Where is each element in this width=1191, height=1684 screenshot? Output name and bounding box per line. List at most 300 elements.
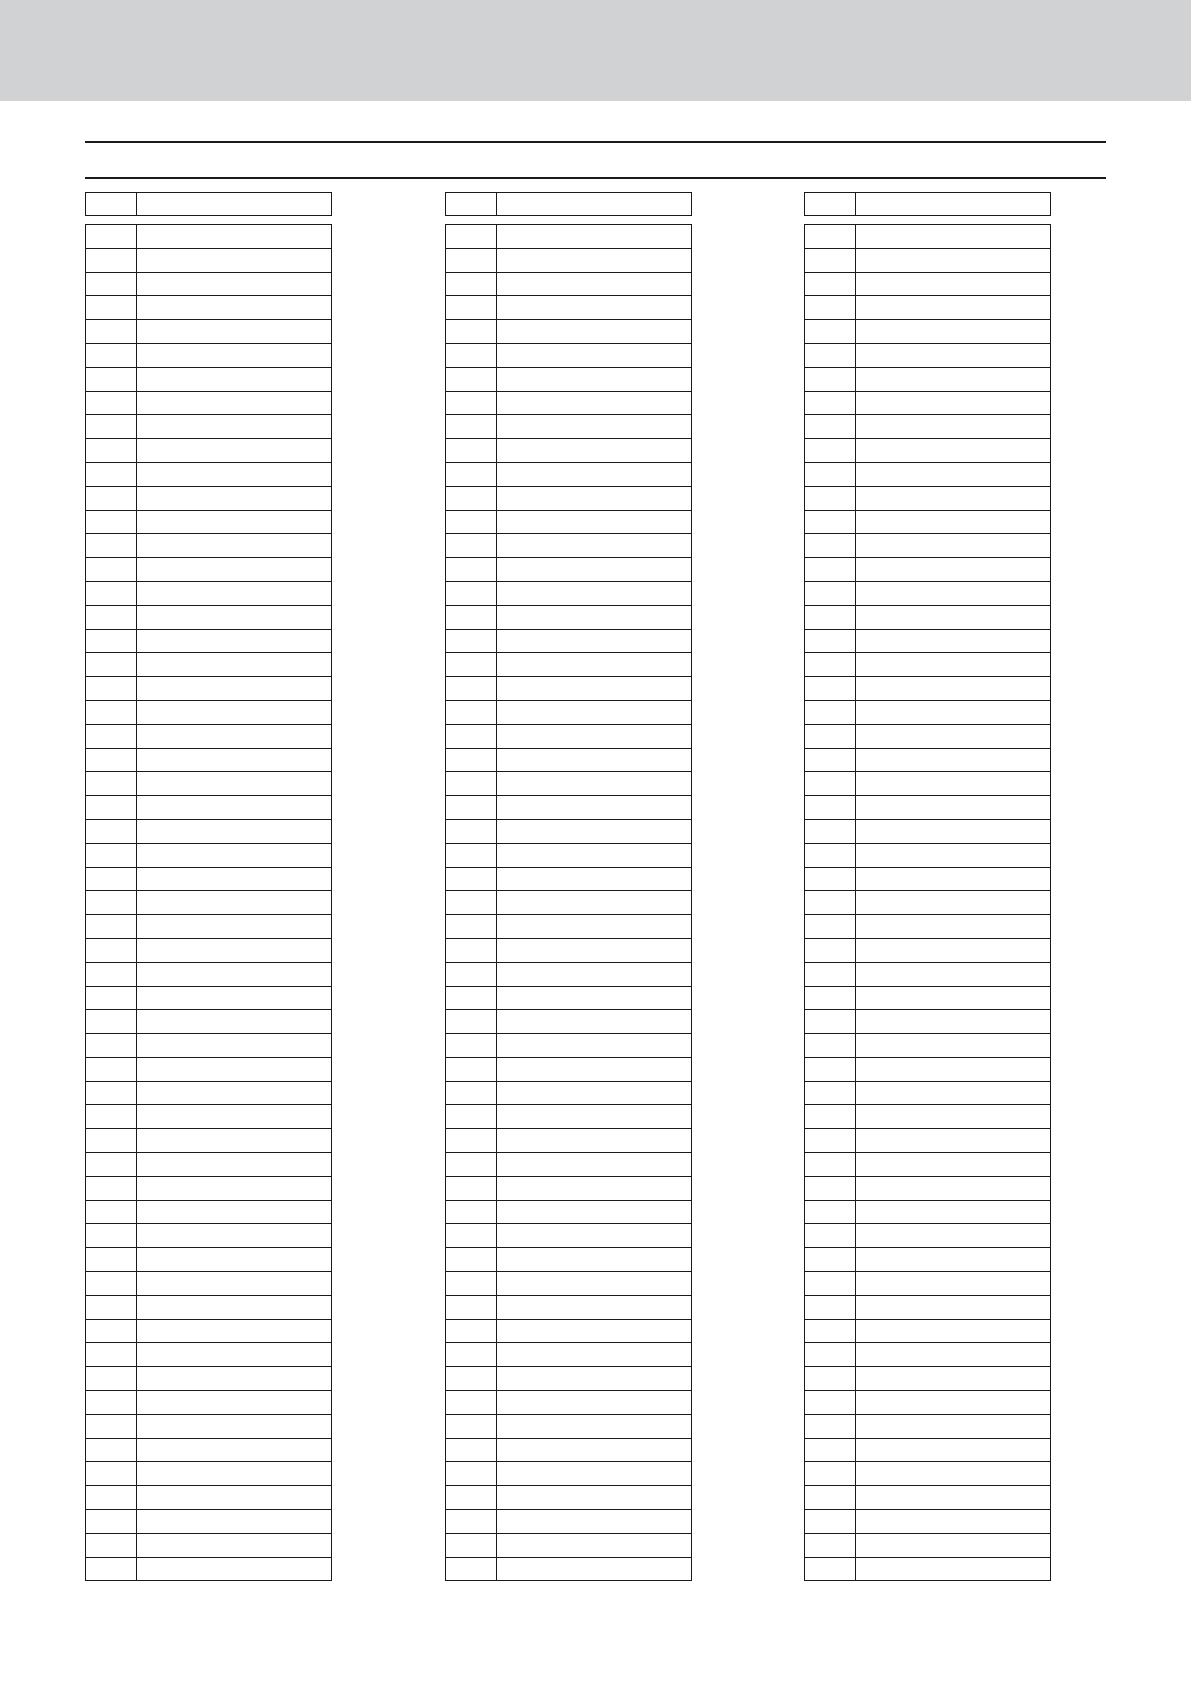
entry-cell[interactable] [856, 1176, 1051, 1200]
entry-cell[interactable] [856, 796, 1051, 820]
number-cell[interactable] [805, 272, 856, 296]
entry-cell[interactable] [497, 677, 692, 701]
number-cell[interactable] [86, 1557, 137, 1581]
entry-cell[interactable] [497, 343, 692, 367]
number-cell[interactable] [446, 891, 497, 915]
entry-cell[interactable] [497, 629, 692, 653]
entry-cell[interactable] [856, 343, 1051, 367]
entry-cell[interactable] [497, 296, 692, 320]
entry-cell[interactable] [497, 1200, 692, 1224]
entry-cell[interactable] [856, 248, 1051, 272]
entry-cell[interactable] [137, 462, 332, 486]
number-cell[interactable] [446, 367, 497, 391]
entry-cell[interactable] [856, 1557, 1051, 1581]
entry-cell[interactable] [856, 891, 1051, 915]
number-cell[interactable] [805, 1057, 856, 1081]
entry-cell[interactable] [137, 248, 332, 272]
entry-cell[interactable] [497, 534, 692, 558]
entry-cell[interactable] [137, 1486, 332, 1510]
entry-cell[interactable] [137, 1010, 332, 1034]
entry-cell[interactable] [856, 1105, 1051, 1129]
entry-cell[interactable] [497, 415, 692, 439]
number-cell[interactable] [805, 819, 856, 843]
entry-cell[interactable] [137, 439, 332, 463]
entry-cell[interactable] [137, 1200, 332, 1224]
number-cell[interactable] [805, 938, 856, 962]
entry-cell[interactable] [856, 1391, 1051, 1415]
number-cell[interactable] [446, 1010, 497, 1034]
number-cell[interactable] [446, 1081, 497, 1105]
number-cell[interactable] [86, 1200, 137, 1224]
number-cell[interactable] [805, 962, 856, 986]
number-cell[interactable] [446, 796, 497, 820]
entry-cell[interactable] [137, 343, 332, 367]
entry-cell[interactable] [137, 1129, 332, 1153]
number-cell[interactable] [805, 1486, 856, 1510]
number-cell[interactable] [446, 605, 497, 629]
entry-cell[interactable] [137, 819, 332, 843]
number-cell[interactable] [805, 1153, 856, 1177]
number-cell[interactable] [805, 605, 856, 629]
number-cell[interactable] [446, 462, 497, 486]
number-cell[interactable] [805, 748, 856, 772]
number-cell[interactable] [805, 1010, 856, 1034]
number-cell[interactable] [805, 1414, 856, 1438]
entry-cell[interactable] [856, 1438, 1051, 1462]
number-cell[interactable] [446, 867, 497, 891]
entry-cell[interactable] [856, 272, 1051, 296]
entry-cell[interactable] [497, 1510, 692, 1534]
entry-cell[interactable] [137, 700, 332, 724]
number-cell[interactable] [446, 1343, 497, 1367]
number-cell[interactable] [805, 915, 856, 939]
entry-cell[interactable] [137, 915, 332, 939]
number-cell[interactable] [86, 1533, 137, 1557]
number-cell[interactable] [805, 1319, 856, 1343]
entry-cell[interactable] [856, 605, 1051, 629]
number-cell[interactable] [86, 558, 137, 582]
number-cell[interactable] [86, 1010, 137, 1034]
number-cell[interactable] [446, 1319, 497, 1343]
entry-cell[interactable] [137, 962, 332, 986]
entry-cell[interactable] [137, 367, 332, 391]
number-cell[interactable] [446, 843, 497, 867]
number-cell[interactable] [86, 1176, 137, 1200]
entry-cell[interactable] [497, 1176, 692, 1200]
number-cell[interactable] [805, 510, 856, 534]
number-cell[interactable] [86, 843, 137, 867]
number-cell[interactable] [446, 1486, 497, 1510]
number-cell[interactable] [86, 796, 137, 820]
entry-cell[interactable] [856, 1486, 1051, 1510]
number-cell[interactable] [446, 1200, 497, 1224]
entry-cell[interactable] [856, 653, 1051, 677]
number-cell[interactable] [446, 510, 497, 534]
number-cell[interactable] [805, 1105, 856, 1129]
number-cell[interactable] [805, 296, 856, 320]
entry-cell[interactable] [137, 225, 332, 249]
header-entry-cell[interactable] [856, 193, 1051, 216]
entry-cell[interactable] [856, 367, 1051, 391]
entry-cell[interactable] [856, 1224, 1051, 1248]
number-cell[interactable] [86, 248, 137, 272]
entry-cell[interactable] [856, 225, 1051, 249]
number-cell[interactable] [805, 1081, 856, 1105]
number-cell[interactable] [805, 1367, 856, 1391]
entry-cell[interactable] [137, 1105, 332, 1129]
number-cell[interactable] [805, 558, 856, 582]
number-cell[interactable] [446, 1367, 497, 1391]
number-cell[interactable] [805, 796, 856, 820]
number-cell[interactable] [805, 772, 856, 796]
entry-cell[interactable] [137, 1224, 332, 1248]
entry-cell[interactable] [856, 677, 1051, 701]
number-cell[interactable] [86, 1153, 137, 1177]
entry-cell[interactable] [856, 486, 1051, 510]
entry-cell[interactable] [497, 1462, 692, 1486]
entry-cell[interactable] [497, 581, 692, 605]
entry-cell[interactable] [137, 272, 332, 296]
number-cell[interactable] [446, 534, 497, 558]
number-cell[interactable] [805, 1224, 856, 1248]
number-cell[interactable] [446, 581, 497, 605]
entry-cell[interactable] [856, 462, 1051, 486]
entry-cell[interactable] [497, 1129, 692, 1153]
number-cell[interactable] [86, 1295, 137, 1319]
entry-cell[interactable] [137, 1343, 332, 1367]
entry-cell[interactable] [856, 1367, 1051, 1391]
entry-cell[interactable] [497, 367, 692, 391]
entry-cell[interactable] [137, 1081, 332, 1105]
number-cell[interactable] [805, 1129, 856, 1153]
entry-cell[interactable] [856, 1462, 1051, 1486]
entry-cell[interactable] [497, 724, 692, 748]
entry-cell[interactable] [137, 1034, 332, 1058]
number-cell[interactable] [446, 1224, 497, 1248]
number-cell[interactable] [86, 1129, 137, 1153]
entry-cell[interactable] [137, 1248, 332, 1272]
entry-cell[interactable] [137, 391, 332, 415]
entry-cell[interactable] [497, 1295, 692, 1319]
entry-cell[interactable] [497, 605, 692, 629]
number-cell[interactable] [86, 724, 137, 748]
entry-cell[interactable] [497, 1438, 692, 1462]
number-cell[interactable] [446, 1391, 497, 1415]
number-cell[interactable] [86, 1414, 137, 1438]
entry-cell[interactable] [137, 867, 332, 891]
entry-cell[interactable] [137, 558, 332, 582]
entry-cell[interactable] [497, 486, 692, 510]
entry-cell[interactable] [497, 700, 692, 724]
number-cell[interactable] [805, 1248, 856, 1272]
number-cell[interactable] [86, 1367, 137, 1391]
number-cell[interactable] [86, 938, 137, 962]
entry-cell[interactable] [137, 1391, 332, 1415]
number-cell[interactable] [86, 320, 137, 344]
number-cell[interactable] [446, 1557, 497, 1581]
entry-cell[interactable] [856, 724, 1051, 748]
entry-cell[interactable] [856, 1153, 1051, 1177]
entry-cell[interactable] [497, 915, 692, 939]
entry-cell[interactable] [856, 772, 1051, 796]
entry-cell[interactable] [856, 510, 1051, 534]
entry-cell[interactable] [137, 724, 332, 748]
entry-cell[interactable] [856, 1272, 1051, 1296]
number-cell[interactable] [86, 700, 137, 724]
number-cell[interactable] [86, 581, 137, 605]
entry-cell[interactable] [137, 581, 332, 605]
entry-cell[interactable] [497, 1105, 692, 1129]
entry-cell[interactable] [137, 296, 332, 320]
entry-cell[interactable] [137, 891, 332, 915]
entry-cell[interactable] [856, 1200, 1051, 1224]
number-cell[interactable] [805, 1272, 856, 1296]
number-cell[interactable] [446, 1034, 497, 1058]
number-cell[interactable] [805, 891, 856, 915]
header-number-cell[interactable] [446, 193, 497, 216]
number-cell[interactable] [86, 486, 137, 510]
entry-cell[interactable] [856, 534, 1051, 558]
entry-cell[interactable] [497, 772, 692, 796]
number-cell[interactable] [86, 439, 137, 463]
header-number-cell[interactable] [86, 193, 137, 216]
entry-cell[interactable] [137, 415, 332, 439]
header-entry-cell[interactable] [137, 193, 332, 216]
number-cell[interactable] [805, 1391, 856, 1415]
number-cell[interactable] [86, 1057, 137, 1081]
number-cell[interactable] [446, 629, 497, 653]
entry-cell[interactable] [497, 1248, 692, 1272]
number-cell[interactable] [86, 748, 137, 772]
number-cell[interactable] [446, 819, 497, 843]
number-cell[interactable] [86, 272, 137, 296]
entry-cell[interactable] [497, 1224, 692, 1248]
number-cell[interactable] [86, 1272, 137, 1296]
entry-cell[interactable] [856, 558, 1051, 582]
number-cell[interactable] [86, 1034, 137, 1058]
number-cell[interactable] [446, 700, 497, 724]
number-cell[interactable] [446, 915, 497, 939]
number-cell[interactable] [446, 225, 497, 249]
entry-cell[interactable] [137, 843, 332, 867]
number-cell[interactable] [805, 248, 856, 272]
entry-cell[interactable] [137, 653, 332, 677]
entry-cell[interactable] [856, 1248, 1051, 1272]
entry-cell[interactable] [497, 391, 692, 415]
entry-cell[interactable] [856, 415, 1051, 439]
number-cell[interactable] [805, 724, 856, 748]
entry-cell[interactable] [497, 510, 692, 534]
number-cell[interactable] [805, 320, 856, 344]
number-cell[interactable] [805, 415, 856, 439]
number-cell[interactable] [805, 581, 856, 605]
entry-cell[interactable] [137, 1557, 332, 1581]
number-cell[interactable] [86, 1438, 137, 1462]
number-cell[interactable] [805, 367, 856, 391]
number-cell[interactable] [86, 510, 137, 534]
number-cell[interactable] [446, 986, 497, 1010]
entry-cell[interactable] [856, 1343, 1051, 1367]
number-cell[interactable] [446, 772, 497, 796]
entry-cell[interactable] [497, 1533, 692, 1557]
number-cell[interactable] [86, 1319, 137, 1343]
entry-cell[interactable] [497, 225, 692, 249]
number-cell[interactable] [86, 677, 137, 701]
number-cell[interactable] [446, 653, 497, 677]
entry-cell[interactable] [497, 1081, 692, 1105]
entry-cell[interactable] [137, 1462, 332, 1486]
entry-cell[interactable] [497, 558, 692, 582]
number-cell[interactable] [446, 343, 497, 367]
entry-cell[interactable] [137, 605, 332, 629]
entry-cell[interactable] [137, 677, 332, 701]
number-cell[interactable] [805, 1343, 856, 1367]
number-cell[interactable] [86, 867, 137, 891]
entry-cell[interactable] [497, 320, 692, 344]
entry-cell[interactable] [856, 1010, 1051, 1034]
entry-cell[interactable] [497, 796, 692, 820]
number-cell[interactable] [446, 1272, 497, 1296]
number-cell[interactable] [805, 700, 856, 724]
number-cell[interactable] [446, 320, 497, 344]
number-cell[interactable] [446, 415, 497, 439]
entry-cell[interactable] [497, 748, 692, 772]
number-cell[interactable] [805, 534, 856, 558]
number-cell[interactable] [86, 915, 137, 939]
number-cell[interactable] [86, 415, 137, 439]
entry-cell[interactable] [497, 1367, 692, 1391]
entry-cell[interactable] [497, 891, 692, 915]
number-cell[interactable] [446, 1462, 497, 1486]
number-cell[interactable] [446, 248, 497, 272]
number-cell[interactable] [446, 439, 497, 463]
entry-cell[interactable] [856, 1057, 1051, 1081]
entry-cell[interactable] [856, 1533, 1051, 1557]
number-cell[interactable] [446, 486, 497, 510]
number-cell[interactable] [805, 629, 856, 653]
entry-cell[interactable] [137, 1176, 332, 1200]
entry-cell[interactable] [497, 462, 692, 486]
entry-cell[interactable] [497, 653, 692, 677]
entry-cell[interactable] [137, 1438, 332, 1462]
entry-cell[interactable] [856, 843, 1051, 867]
number-cell[interactable] [86, 343, 137, 367]
number-cell[interactable] [446, 938, 497, 962]
entry-cell[interactable] [856, 1510, 1051, 1534]
number-cell[interactable] [446, 677, 497, 701]
entry-cell[interactable] [137, 486, 332, 510]
number-cell[interactable] [446, 1248, 497, 1272]
number-cell[interactable] [86, 819, 137, 843]
number-cell[interactable] [86, 629, 137, 653]
number-cell[interactable] [805, 1200, 856, 1224]
number-cell[interactable] [805, 986, 856, 1010]
entry-cell[interactable] [497, 1153, 692, 1177]
entry-cell[interactable] [856, 819, 1051, 843]
number-cell[interactable] [805, 1462, 856, 1486]
entry-cell[interactable] [497, 1272, 692, 1296]
entry-cell[interactable] [497, 962, 692, 986]
number-cell[interactable] [86, 1343, 137, 1367]
header-entry-cell[interactable] [497, 193, 692, 216]
entry-cell[interactable] [137, 320, 332, 344]
entry-cell[interactable] [137, 1319, 332, 1343]
number-cell[interactable] [446, 1533, 497, 1557]
number-cell[interactable] [446, 558, 497, 582]
number-cell[interactable] [86, 1081, 137, 1105]
entry-cell[interactable] [856, 391, 1051, 415]
number-cell[interactable] [805, 439, 856, 463]
number-cell[interactable] [805, 1533, 856, 1557]
number-cell[interactable] [446, 1057, 497, 1081]
number-cell[interactable] [805, 677, 856, 701]
number-cell[interactable] [805, 1438, 856, 1462]
entry-cell[interactable] [497, 1486, 692, 1510]
entry-cell[interactable] [137, 510, 332, 534]
number-cell[interactable] [446, 1105, 497, 1129]
number-cell[interactable] [86, 986, 137, 1010]
entry-cell[interactable] [137, 772, 332, 796]
number-cell[interactable] [86, 605, 137, 629]
entry-cell[interactable] [856, 320, 1051, 344]
entry-cell[interactable] [497, 439, 692, 463]
entry-cell[interactable] [856, 1295, 1051, 1319]
entry-cell[interactable] [137, 1295, 332, 1319]
entry-cell[interactable] [856, 439, 1051, 463]
entry-cell[interactable] [856, 938, 1051, 962]
number-cell[interactable] [805, 1510, 856, 1534]
entry-cell[interactable] [856, 915, 1051, 939]
entry-cell[interactable] [856, 748, 1051, 772]
entry-cell[interactable] [137, 938, 332, 962]
number-cell[interactable] [805, 1034, 856, 1058]
number-cell[interactable] [446, 272, 497, 296]
entry-cell[interactable] [137, 986, 332, 1010]
number-cell[interactable] [446, 391, 497, 415]
number-cell[interactable] [86, 1105, 137, 1129]
entry-cell[interactable] [856, 1414, 1051, 1438]
number-cell[interactable] [86, 653, 137, 677]
entry-cell[interactable] [137, 1414, 332, 1438]
entry-cell[interactable] [137, 534, 332, 558]
number-cell[interactable] [86, 962, 137, 986]
entry-cell[interactable] [137, 1057, 332, 1081]
entry-cell[interactable] [497, 843, 692, 867]
number-cell[interactable] [86, 891, 137, 915]
number-cell[interactable] [805, 343, 856, 367]
entry-cell[interactable] [137, 1367, 332, 1391]
number-cell[interactable] [86, 534, 137, 558]
entry-cell[interactable] [497, 1391, 692, 1415]
number-cell[interactable] [446, 1510, 497, 1534]
number-cell[interactable] [805, 1295, 856, 1319]
entry-cell[interactable] [856, 581, 1051, 605]
entry-cell[interactable] [137, 1510, 332, 1534]
entry-cell[interactable] [497, 867, 692, 891]
header-number-cell[interactable] [805, 193, 856, 216]
entry-cell[interactable] [497, 1414, 692, 1438]
entry-cell[interactable] [137, 1272, 332, 1296]
number-cell[interactable] [446, 962, 497, 986]
entry-cell[interactable] [497, 1343, 692, 1367]
number-cell[interactable] [805, 843, 856, 867]
entry-cell[interactable] [856, 629, 1051, 653]
entry-cell[interactable] [137, 1533, 332, 1557]
entry-cell[interactable] [137, 629, 332, 653]
number-cell[interactable] [805, 1176, 856, 1200]
number-cell[interactable] [805, 225, 856, 249]
number-cell[interactable] [86, 1391, 137, 1415]
